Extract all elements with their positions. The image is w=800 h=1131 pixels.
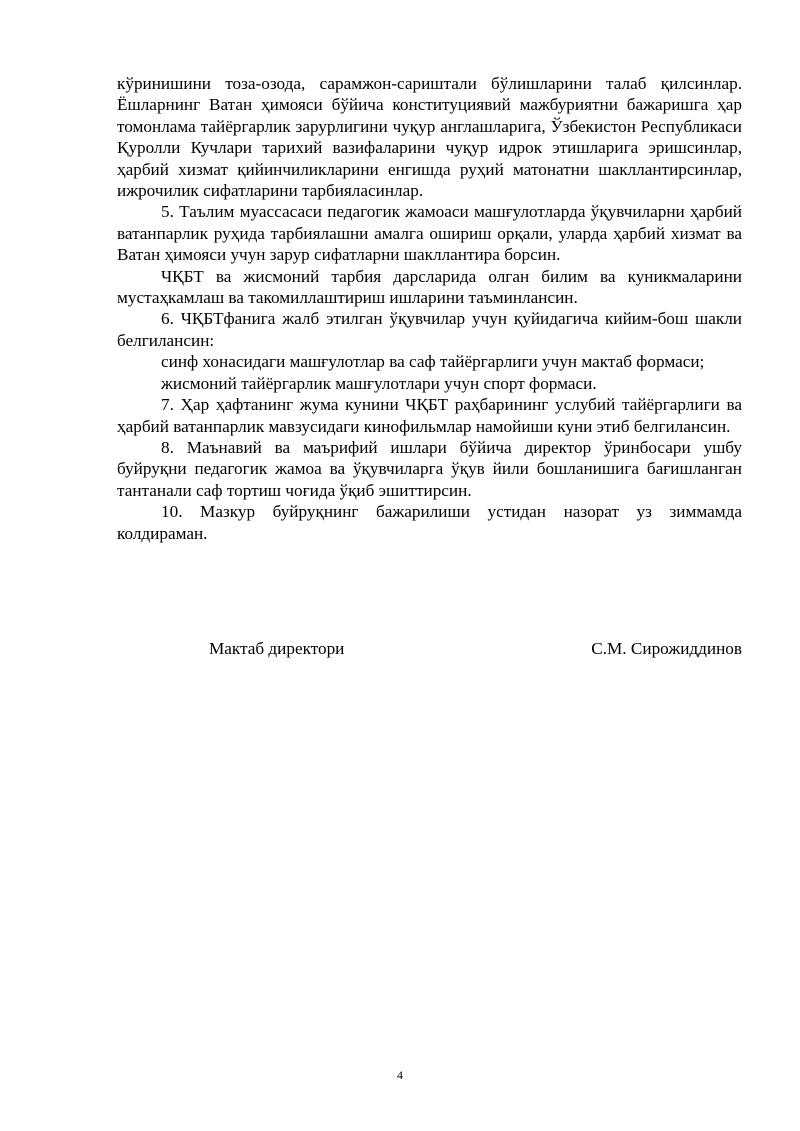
paragraph-item-7: 7. Ҳар ҳафтанинг жума кунини ЧҚБТ раҳбарининг услубий тайёргарлиги ва ҳарбий ватанпарлик мавзусидаги кинофильмлар намойиши куни этиб белгилансин. <box>117 395 742 436</box>
signatory-name: С.М. Сирожиддинов <box>591 639 742 658</box>
paragraph-item-8: 8. Маънавий ва маърифий ишлари бўйича директор ўринбосари ушбу буйруқни педагогик жамоа ва ўқувчиларга ўқув йили бошланишига бағишланган тантанали саф тортиш чоғида ўқиб эшиттирсин. <box>117 437 742 500</box>
paragraph-item-5: 5. Таълим муассасаси педагогик жамоаси машғулотларда ўқувчиларни ҳарбий ватанпарлик руҳида тарбиялашни амалга ошириш орқали, уларда ҳарбий хизмат ва Ватан ҳимояси учун зарур сифатларни шакллантира борсин. <box>117 202 742 265</box>
paragraph-school-uniform: синф хонасидаги машғулотлар ва саф тайёргарлиги учун мактаб формаси; <box>161 352 705 372</box>
paragraph-pe-skills: ЧҚБТ ва жисмоний тарбия дарсларида олган билим ва куникмаларини мустаҳкамлаш ва такомиллаштириш ишларини таъминлансин. <box>117 266 742 308</box>
signatory-position: Мактаб директори <box>209 639 345 658</box>
paragraph-item-6: 6. ЧҚБТфанига жалб этилган ўқувчилар учун қуйидагича кийим-бош шакли белгилансин: <box>117 309 742 350</box>
paragraph-continuation: кўринишини тоза-озода, сарамжон-сариштали бўлишларини талаб қилсинлар. Ёшларнинг Ватан ҳимояси бўйича конституциявий мажбуриятни бажаришга ҳар томонлама тайёргарлик зарурлигини чуқур англашларига, Ўзбекистон Республикаси Қуролли Кучлари тарихий вазифаларини чуқур идрок этишларига эришсинлар, ҳарбий хизмат қийинчиликларини енгишда руҳий матонатни шакллантирсинлар, ижрочилик сифатларини тарбияласинлар. <box>117 74 742 201</box>
paragraph-sport-uniform: жисмоний тайёргарлик машғулотлари учун спорт формаси. <box>161 373 597 393</box>
page-number: 4 <box>397 1068 403 1082</box>
document-body <box>117 73 742 544</box>
paragraph-item-10: 10. Мазкур буйруқнинг бажарилиши устидан назорат уз зиммамда колдираман. <box>117 502 742 543</box>
